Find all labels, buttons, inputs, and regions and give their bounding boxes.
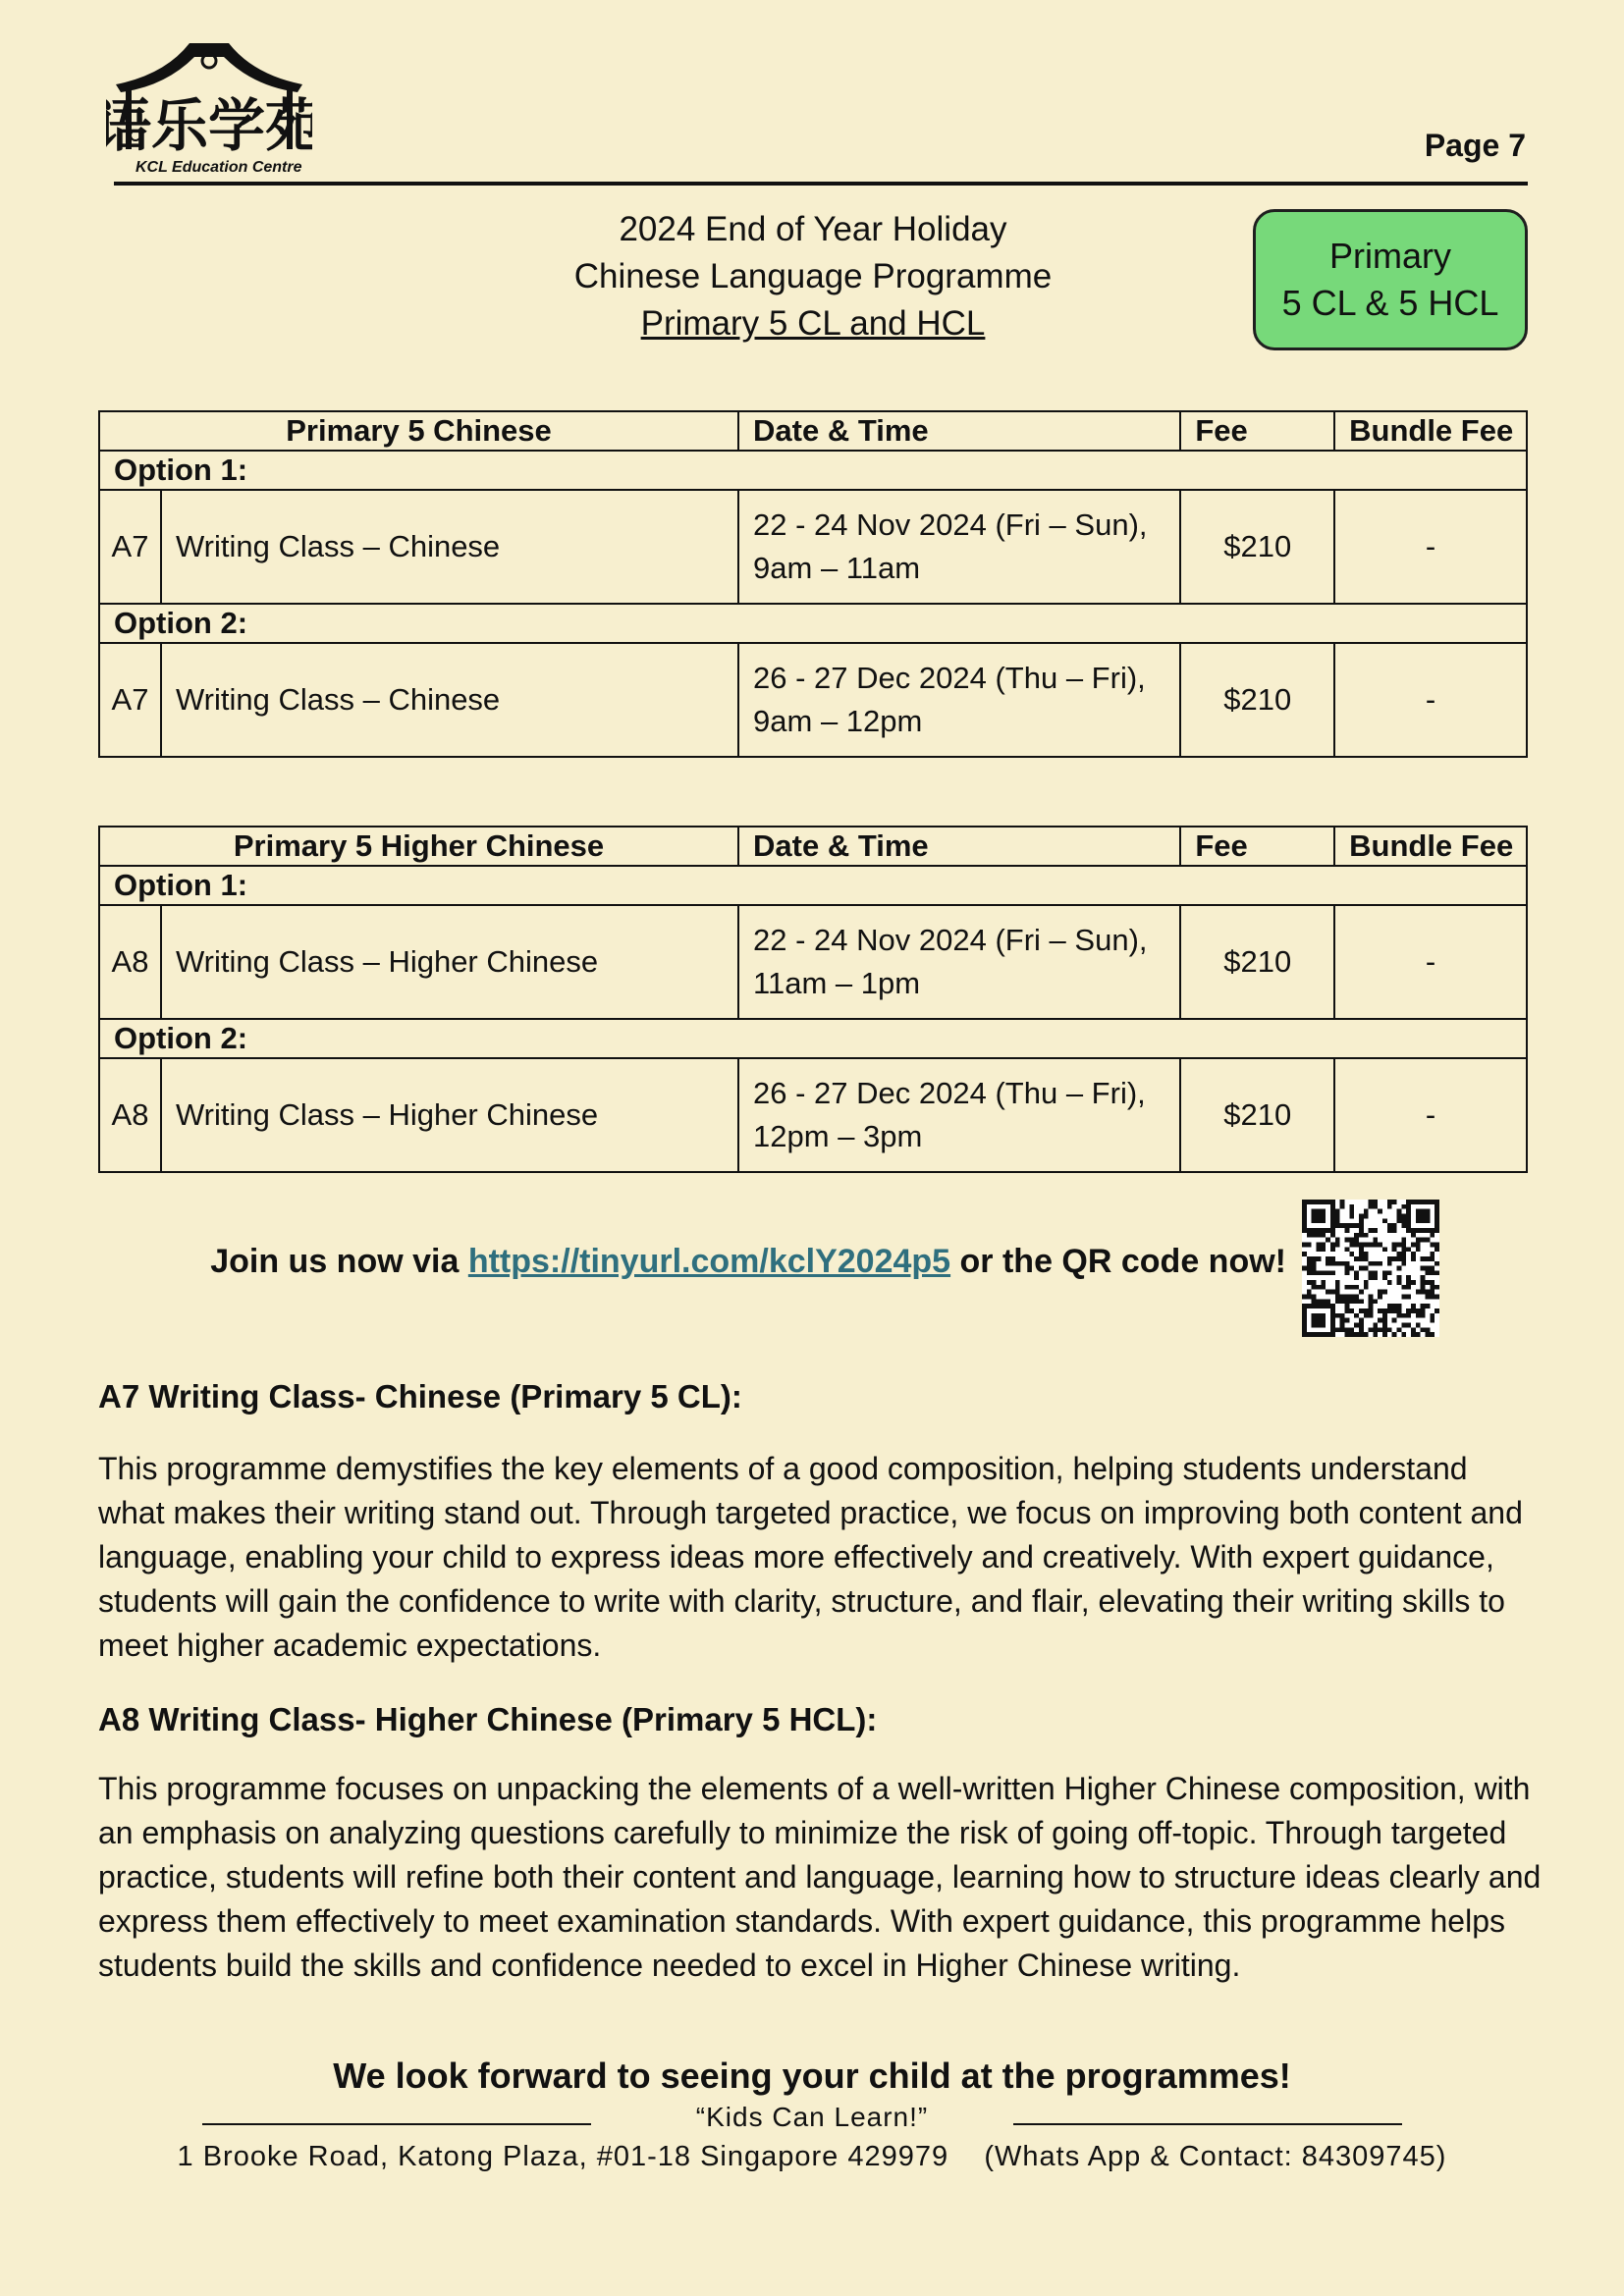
option-label: Option 2:	[99, 604, 1527, 643]
page-number: Page 7	[1424, 128, 1526, 163]
column-header-date: Date & Time	[738, 411, 1180, 451]
class-date-time	[738, 490, 1180, 604]
schedule-table-primary-5-higher-chinese	[98, 826, 1528, 1173]
class-date: 26 - 27 Dec 2024 (Thu – Fri),	[753, 661, 1146, 695]
class-date-time	[738, 643, 1180, 757]
column-header-bundle-fee: Bundle Fee	[1334, 411, 1527, 451]
class-bundle-fee: -	[1334, 490, 1527, 604]
title-line-3: Primary 5 CL and HCL	[640, 304, 986, 343]
class-code: A7	[99, 490, 161, 604]
schedule-table-primary-5-chinese	[98, 410, 1528, 758]
title-line-1: 2024 End of Year Holiday	[619, 210, 1007, 248]
class-code: A8	[99, 1058, 161, 1172]
class-date-time	[738, 1058, 1180, 1172]
column-header-fee: Fee	[1180, 411, 1334, 451]
address: 1 Brooke Road, Katong Plaza, #01-18 Singapore 429979	[177, 2141, 949, 2172]
contact: (Whats App & Contact: 84309745)	[984, 2141, 1447, 2172]
logo-caption: KCL Education Centre	[135, 159, 302, 176]
column-header-course: Primary 5 Chinese	[99, 411, 738, 451]
class-time: 9am – 11am	[753, 551, 921, 585]
class-date: 22 - 24 Nov 2024 (Fri – Sun),	[753, 923, 1148, 957]
class-fee: $210	[1180, 643, 1334, 757]
table-row	[99, 905, 1527, 1019]
option-label: Option 1:	[99, 866, 1527, 905]
badge-line-2: 5 CL & 5 HCL	[1281, 283, 1499, 323]
class-time: 12pm – 3pm	[753, 1119, 923, 1153]
class-code: A7	[99, 643, 161, 757]
badge-line-1: Primary	[1329, 236, 1451, 276]
kcl-logo	[106, 35, 312, 185]
closing-line: We look forward to seeing your child at the programmes!	[333, 2056, 1291, 2096]
kcl-roof-logo-icon	[106, 35, 312, 163]
class-date: 22 - 24 Nov 2024 (Fri – Sun),	[753, 507, 1148, 542]
class-fee: $210	[1180, 1058, 1334, 1172]
class-fee: $210	[1180, 490, 1334, 604]
column-header-date: Date & Time	[738, 827, 1180, 866]
join-suffix: or the QR code now!	[950, 1243, 1286, 1280]
table-row	[99, 643, 1527, 757]
footer-address-line	[0, 2141, 1624, 2173]
footer-rule-right	[1013, 2123, 1402, 2125]
motto: “Kids Can Learn!”	[695, 2102, 929, 2132]
programme-title	[530, 206, 1096, 347]
class-name: Writing Class – Chinese	[161, 490, 738, 604]
class-name: Writing Class – Higher Chinese	[161, 905, 738, 1019]
title-line-2: Chinese Language Programme	[573, 257, 1053, 295]
column-header-bundle-fee: Bundle Fee	[1334, 827, 1527, 866]
class-bundle-fee: -	[1334, 643, 1527, 757]
class-code: A8	[99, 905, 161, 1019]
class-name: Writing Class – Higher Chinese	[161, 1058, 738, 1172]
option-label: Option 2:	[99, 1019, 1527, 1058]
registration-link[interactable]: https://tinyurl.com/kclY2024p5	[467, 1243, 951, 1280]
class-date: 26 - 27 Dec 2024 (Thu – Fri),	[753, 1076, 1146, 1110]
class-bundle-fee: -	[1334, 1058, 1527, 1172]
table-row	[99, 1058, 1527, 1172]
header-divider	[114, 182, 1528, 186]
qr-code-icon[interactable]	[1302, 1200, 1439, 1337]
class-time: 11am – 1pm	[753, 966, 921, 1000]
a8-description-body: This programme focuses on unpacking the elements of a well-written Higher Chinese composition, with an emphasis on analyzing questions carefully to minimize the risk of going off-topic. Through targeted practice, students will refine both their content and language, learning how to structure ideas clearly and express them effectively to meet examination standards. With expert guidance, this programme helps students build the skills and confidence needed to excel in Higher Chinese writing.	[98, 1771, 1542, 1983]
table-row	[99, 490, 1527, 604]
column-header-fee: Fee	[1180, 827, 1334, 866]
class-time: 9am – 12pm	[753, 704, 923, 738]
a7-description-body: This programme demystifies the key elements of a good composition, helping students understand what makes their writing stand out. Through targeted practice, we focus on improving both content and language, enabling your child to express ideas more effectively and creatively. With expert guidance, students will gain the confidence to write with clarity, structure, and flair, elevating their writing skills to meet higher academic expectations.	[98, 1451, 1523, 1663]
svg-text:语乐学苑: 语乐学苑	[106, 92, 312, 159]
a8-description-title: A8 Writing Class- Higher Chinese (Primary 5 HCL):	[98, 1701, 878, 1737]
class-date-time	[738, 905, 1180, 1019]
class-fee: $210	[1180, 905, 1334, 1019]
a7-description-title: A7 Writing Class- Chinese (Primary 5 CL):	[98, 1378, 742, 1415]
class-name: Writing Class – Chinese	[161, 643, 738, 757]
join-line	[0, 1243, 1286, 1281]
footer-rule-left	[202, 2123, 591, 2125]
level-badge	[1253, 209, 1528, 350]
option-label: Option 1:	[99, 451, 1527, 490]
join-prefix: Join us now via	[210, 1243, 468, 1280]
column-header-course: Primary 5 Higher Chinese	[99, 827, 738, 866]
class-bundle-fee: -	[1334, 905, 1527, 1019]
